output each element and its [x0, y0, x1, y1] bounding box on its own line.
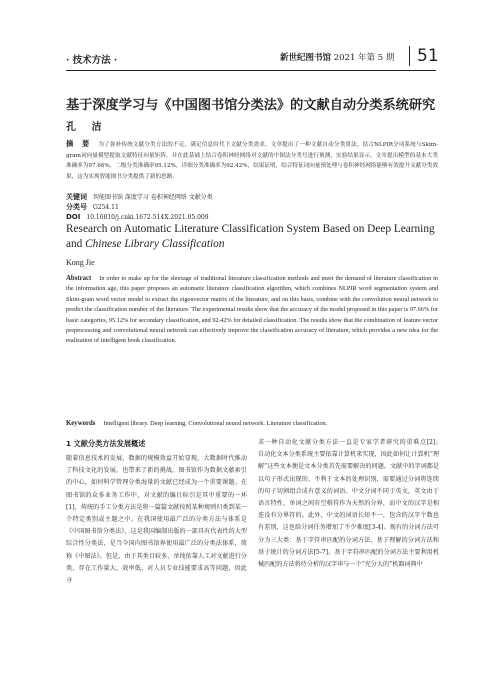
journal-name: 新世纪图书馆 — [280, 53, 332, 63]
title-en-italic: Chinese Library Classification — [85, 237, 225, 250]
class-number — [66, 203, 119, 212]
class-number-text: G254.11 — [93, 204, 119, 211]
journal-info — [280, 51, 394, 63]
abstract-en-text: In order to make up for the shortage of traditional literature classification methods and meet the demand of literature classification in the information age, this paper proposes an automatic literature classification algorithm, which combines NLPIR word segmentation system and Skim-gram word vector model to extract the eigenvector matrix of the literature, and on this basis, combine with the convolution neural network to predict the classification number of the literature. The experimental results show that the accuracy of the model proposed in this paper is 97.66% for basic categories, 95.12% for secondary classification, and 92.42% for detailed classification. The results show that the combination of feature vector preprocessing and convolutional neural network can effectively improve the classification accuracy of literature, which provides a new idea for the realization of intelligent book classification. — [66, 275, 438, 345]
abstract-en-label: Abstract — [66, 275, 92, 282]
keywords-cn-label: 关键词 — [66, 193, 87, 201]
abstract-cn-label: 摘 要 — [66, 139, 93, 148]
header-rule — [66, 70, 436, 71]
page-number: 51 — [417, 46, 439, 66]
author-english: Kong Jie — [66, 258, 95, 267]
abstract-english — [66, 274, 438, 347]
journal-issue: 2021 年第 5 期 — [333, 53, 395, 63]
title-en-main: Research on Automatic Literature Classification System Based on Deep Learning and — [66, 223, 435, 250]
abstract-chinese — [66, 139, 438, 182]
doi-label: DOI — [66, 213, 81, 221]
keywords-en-label: Keywords — [66, 420, 96, 427]
keywords-chinese — [66, 193, 213, 202]
abstract-cn-text: 为了弥补传统文献分类方法的不足，满足信息时代下文献分类需求，文章提出了一种文献自动分类算法，结合NLPIR分词系统与Skim-gram词向量模型提取文献特征向量矩阵，并在此基础上结合卷积神经网络对文献的中图法分类号进行预测，实验结果显示，文章提出模型的基本大类准确率为97.66%，二级分类准确率95.12%，详细分类准确率为92.42%，结果证明，结合特征词向量预处理与卷积神经网络能够有效提升文献分类效果，这为实现智能图书分类提供了新的思路。 — [66, 142, 438, 180]
body-column-right: 求一种自动化文献分类方法一直是专家学者研究的重难点[2]。 自动化文本分类系统主要依靠计算机来实现，因此如何让计算机“理解”这些文本便是文本分类首先需要解决的问题。文献中的字词都是以句子形式出现的，不利于文本的处理识别，需要通过分词将连续的句子切割组合成有意义的词语。中文分词不同于英文，英文由于语言特性，单词之间有空格符作为天然的分界，而中文的汉字是相连没有分界符的。此外，中文的词语长短不一，包含的汉字个数也有差别，这也给分词任务增加了不少难度[3-4]。现有的分词方法可分为三大类：基于字符串匹配的分词方法、基于理解的分词方法和基于统计的分词方法[5-7]。基于字符串匹配的分词方法主要利用机械匹配的方法将待分析的汉字串与一个“充分大的”机器词典中 — [258, 439, 452, 569]
doi — [66, 213, 209, 222]
doi-text: 10.16810/j.cnki.1672-514X.2021.05.009 — [86, 214, 209, 221]
title-chinese: 基于深度学习与《中国图书馆分类法》的文献自动分类系统研究 — [66, 98, 436, 113]
header-divider — [409, 46, 410, 66]
page-header — [0, 0, 502, 72]
body-column-left: 随着信息技术的发展，数据的规模效益开始显现，大数据时代推动了科技文化的发展，也带来了新的挑战。图书馆作为数据文献索引的中心，如何科学管理分类海量的文献已经成为一个重要课题。在图书馆的众多业务工作中，对文献的编目标引是其中重要的一环[1]，传统的手工分类方法是将一篇篇文献按照某种规则归类到某一个特定类别或主题之中。在我国使用最广泛的分类方法与体系是《中国图书馆分类法》，这是我国编制出版的一部具有代表性的大型综合性分类法，是当今国内图书馆界使用最广泛的分类法体系，简称《中图法》。但是，由于其类目较多，单纯依靠人工对文献进行分类，存在工作量大、效率低、对人员专业技能要求高等问题，因此寻 — [66, 455, 247, 585]
author-chinese: 孔 洁 — [66, 122, 108, 133]
section-heading: 1 文献分类方法发展概述 — [66, 439, 146, 448]
section-label: · 技术方法 · — [66, 55, 118, 66]
class-number-label: 分类号 — [66, 203, 87, 211]
keywords-english — [66, 420, 438, 427]
keywords-cn-text: 智能图书馆 深度学习 卷积神经网络 文献分类 — [93, 194, 213, 201]
keywords-en-text: Intelligent library. Deep learning. Convolutional neural network. Literature classification. — [103, 420, 328, 427]
title-english — [66, 222, 438, 251]
